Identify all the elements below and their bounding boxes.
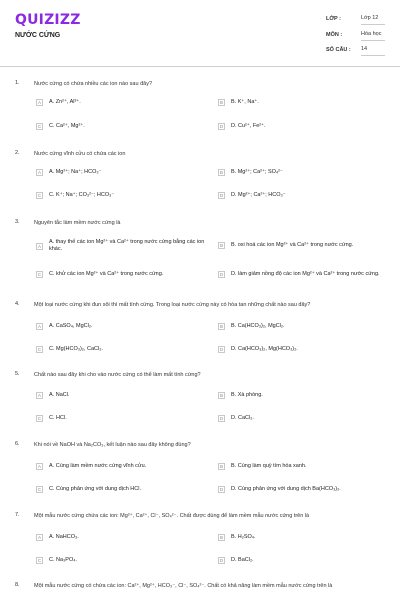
quizizz-logo: QUIZIZZ	[15, 12, 81, 28]
option-d[interactable]	[218, 120, 266, 133]
option-c[interactable]	[36, 189, 114, 202]
option-d[interactable]	[218, 554, 254, 567]
option-text: B. K⁺, Na⁺.	[231, 99, 259, 105]
question-number: 5.	[15, 371, 20, 377]
meta-label-class: LỚP :	[326, 16, 341, 22]
option-letter-box: C	[37, 272, 42, 277]
option-letter-box: B	[219, 535, 223, 540]
question-number: 4.	[15, 301, 20, 307]
option-letter-box: D	[219, 416, 224, 421]
option-letter-box: B	[219, 170, 223, 175]
option-b[interactable]	[218, 531, 256, 544]
option-letter-box: D	[219, 487, 224, 492]
option-d[interactable]	[218, 483, 341, 496]
question-text: Một mẫu nước cứng có chứa các ion: Ca²⁺, Mg²⁺, HCO₃⁻, Cl⁻, SO₄²⁻. Chất có khả năng làm mềm mẫu nước cứng trên là	[34, 583, 333, 589]
question-text: Một mẫu nước cứng chứa các ion: Mg²⁺, Ca²⁺, Cl⁻, SO₄²⁻. Chất được dùng để làm mềm mẫu nước cứng trên là	[34, 513, 310, 519]
option-letter-box: B	[219, 393, 223, 398]
option-a[interactable]	[36, 389, 69, 402]
header-divider	[0, 66, 400, 67]
option-letter-box: B	[219, 243, 223, 248]
option-letter-box: D	[219, 347, 224, 352]
question-text: Khi nói về NaOH và Na₂CO₃, kết luận nào sau đây không đúng?	[34, 442, 191, 448]
option-letter-box: D	[219, 193, 224, 198]
option-text: D. Ca(HCO₃)₂, Mg(HCO₃)₂.	[231, 346, 298, 352]
option-letter-box: B	[219, 100, 223, 105]
option-letter-box: A	[37, 243, 41, 249]
option-b[interactable]	[218, 320, 285, 333]
option-letter-box: D	[219, 271, 224, 277]
option-text: B. oxi hoá các ion Mg²⁺ và Ca²⁺ trong nước cứng.	[231, 242, 354, 248]
option-c[interactable]	[36, 120, 85, 133]
option-d[interactable]	[218, 189, 286, 202]
option-letter-box: C	[37, 193, 42, 198]
option-letter-box: A	[37, 393, 41, 398]
option-letter-box: B	[219, 464, 223, 469]
option-text: A. Mg²⁺; Na⁺; HCO₃⁻	[49, 169, 102, 175]
option-text: D. Cu²⁺, Fe²⁺.	[231, 123, 266, 129]
option-letter-box: A	[37, 324, 41, 329]
option-text: C. Cùng phản ứng với dung dịch HCl.	[49, 486, 141, 492]
option-text: A. CaSO₄, MgCl₂.	[49, 323, 93, 329]
question-number: 8.	[15, 582, 20, 588]
option-c[interactable]	[36, 268, 163, 281]
option-b[interactable]	[218, 166, 283, 179]
option-letter-box: B	[219, 324, 223, 329]
question-text: Một loại nước cứng khi đun sôi thì mất tính cứng. Trong loại nước cứng này có hòa tan những chất nào sau đây?	[34, 302, 311, 308]
option-b[interactable]	[218, 389, 263, 402]
worksheet-header	[0, 0, 400, 68]
option-letter-box: C	[37, 487, 42, 492]
option-d[interactable]	[218, 265, 388, 283]
question-number: 1.	[15, 80, 20, 86]
option-text: D. BaCl₂.	[231, 557, 254, 563]
option-a[interactable]	[36, 460, 146, 473]
option-a[interactable]	[36, 531, 79, 544]
option-text: C. Na₃PO₄.	[49, 557, 78, 563]
option-letter-box: C	[37, 558, 42, 563]
option-b[interactable]	[218, 239, 353, 252]
option-letter-box: C	[37, 347, 42, 352]
question-number: 3.	[15, 219, 20, 225]
worksheet-title: NƯỚC CỨNG	[15, 32, 61, 39]
option-text: B. Cùng làm quỳ tím hóa xanh.	[231, 463, 307, 469]
option-text: A. thay thế các ion Mg²⁺ và Ca²⁺ trong nước cứng bằng các ion khác.	[49, 239, 205, 252]
option-letter-box: D	[219, 558, 224, 563]
option-text: B. Xà phòng.	[231, 392, 263, 398]
option-text: D. CaCl₂.	[231, 415, 254, 421]
option-c[interactable]	[36, 343, 103, 356]
question-text: Nước cứng có chứa nhiều các ion nào sau đây?	[34, 81, 152, 87]
option-c[interactable]	[36, 412, 67, 425]
question-text: Chất nào sau đây khi cho vào nước cứng có thể làm mất tính cứng?	[34, 372, 201, 378]
question-text: Nguyên tắc làm mềm nước cứng là	[34, 220, 121, 226]
option-text: A. Zn²⁺, Al³⁺.	[49, 99, 81, 105]
option-a[interactable]	[36, 166, 102, 179]
option-text: A. NaCl.	[49, 392, 70, 398]
option-c[interactable]	[36, 554, 77, 567]
option-text: A. Cùng làm mềm nước cứng vĩnh cửu.	[49, 463, 147, 469]
option-letter-box: A	[37, 535, 41, 540]
option-text: A. NaHCO₃.	[49, 534, 79, 540]
option-a[interactable]	[36, 96, 81, 109]
option-text: C. HCl.	[49, 415, 67, 421]
option-a[interactable]	[36, 320, 93, 333]
meta-value-subject: Hóa học	[361, 30, 385, 41]
option-letter-box: C	[37, 124, 42, 129]
meta-label-count: SỐ CÂU :	[326, 47, 351, 53]
option-d[interactable]	[218, 343, 298, 356]
option-text: B. Ca(HCO₃)₂, MgCl₂.	[231, 323, 285, 329]
option-b[interactable]	[218, 460, 307, 473]
option-text: C. K⁺; Na⁺; CO₃²⁻; HCO₃⁻	[49, 192, 115, 198]
option-text: D. Mg²⁺; Ca²⁺; HCO₃⁻	[231, 192, 286, 198]
option-text: C. Mg(HCO₃)₂, CaCl₂.	[49, 346, 103, 352]
option-text: B. Mg²⁺; Ca²⁺; SO₄²⁻	[231, 169, 283, 175]
question-text: Nước cứng vĩnh cửu có chứa các ion	[34, 151, 126, 157]
option-c[interactable]	[36, 483, 141, 496]
option-text: D. Cùng phản ứng với dung dịch Ba(HCO₃)₂.	[231, 486, 341, 492]
question-number: 6.	[15, 441, 20, 447]
option-letter-box: A	[37, 100, 41, 105]
option-letter-box: D	[219, 124, 224, 129]
option-b[interactable]	[218, 96, 259, 109]
question-number: 2.	[15, 150, 20, 156]
option-letter-box: A	[37, 464, 41, 469]
option-text: D. làm giảm nồng độ các ion Mg²⁺ và Ca²⁺ trong nước cứng.	[231, 270, 380, 277]
option-text: B. H₂SO₄.	[231, 534, 256, 540]
meta-value-class: Lớp 12	[361, 14, 385, 25]
meta-value-count: 14	[361, 45, 385, 56]
question-number: 7.	[15, 512, 20, 518]
option-d[interactable]	[218, 412, 254, 425]
option-letter-box: A	[37, 170, 41, 175]
option-text: C. Ca²⁺, Mg²⁺.	[49, 123, 85, 129]
option-text: C. khử các ion Mg²⁺ và Ca²⁺ trong nước cứng.	[49, 271, 164, 277]
option-letter-box: C	[37, 416, 42, 421]
meta-label-subject: MÔN :	[326, 32, 343, 38]
option-a[interactable]	[36, 237, 211, 255]
